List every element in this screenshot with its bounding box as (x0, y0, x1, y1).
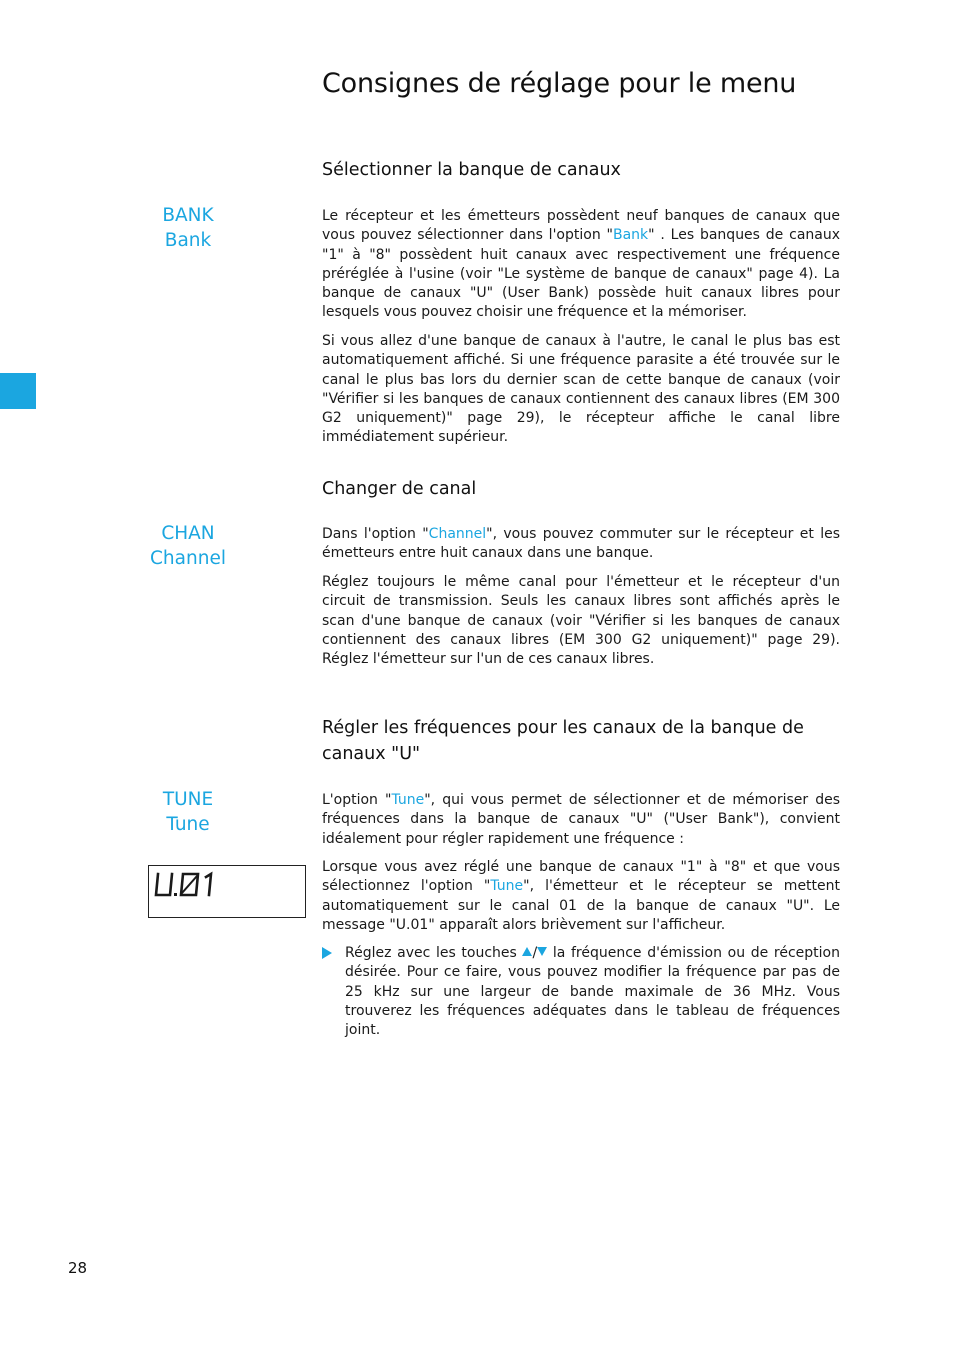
text-run: la fréquence d'émission ou de réception désirée. Pour ce faire, vous pouvez modifier la fréquence par pas de 25 kHz sur une largeur de bande maximale de 36 MHz. Vous trouverez les fréquences adéquates dans le tableau de fréquences joint. (345, 945, 840, 1039)
option-name: Bank (612, 227, 649, 244)
section-heading-tune: Régler les fréquences pour les canaux de la banque de canaux "U" (322, 718, 804, 764)
text-run: L'option " (322, 792, 392, 808)
lcd-display (148, 865, 306, 918)
lcd-segment-readout (153, 869, 223, 901)
text-run: Le récepteur et les émetteurs possèdent neuf banques de canaux que vous pouvez sélectionner dans l'option " (322, 208, 840, 244)
instruction-bullet (322, 944, 840, 1040)
page-title: Consignes de réglage pour le menu (322, 68, 797, 99)
paragraph: Si vous allez d'une banque de canaux à l'autre, le canal le plus bas est automatiquement affiché. Si une fréquence parasite a été trouvée sur le canal le plus bas lors du dernier scan de cette banque de canaux (voir "Vérifier si les banques de canaux contiennent des canaux libres (EM 300 G2 uniquement)" page 29), le récepteur affiche le canal libre immédiatement supérieur. (322, 333, 840, 446)
menu-label-bank (128, 203, 248, 253)
paragraph (322, 207, 840, 323)
paragraph (322, 791, 840, 849)
menu-name: Channel (150, 548, 226, 569)
text-run: Réglez avec les touches (345, 945, 523, 961)
option-name: Channel (428, 526, 487, 542)
section-heading-channel: Changer de canal (322, 479, 477, 499)
text-run: Dans l'option " (322, 526, 429, 542)
down-button-icon (537, 947, 547, 956)
section-heading-bank: Sélectionner la banque de canaux (322, 160, 621, 180)
text-run: Lorsque vous avez réglé une banque de canaux "1" à "8" et que vous sélectionnez l'option " (322, 859, 840, 895)
text-run: / (532, 945, 538, 961)
menu-label-chan (128, 521, 248, 571)
menu-label-tune (128, 787, 248, 837)
text-run: ", qui vous permet de sélectionner et de mémoriser des fréquences dans la banque de canaux "U" ("User Bank"), convient idéalement pour régler rapidement une fréquence : (322, 792, 841, 847)
chapter-tab-marker (0, 373, 36, 409)
arrow-right-icon (322, 947, 332, 959)
menu-code: CHAN (161, 523, 215, 544)
up-button-icon (522, 947, 532, 956)
instruction-text (345, 944, 840, 1040)
text-run: ", vous pouvez commuter sur le récepteur et les émetteurs entre huit canaux dans une banque. (322, 526, 840, 562)
paragraph (322, 858, 840, 935)
option-name: Tune (391, 792, 425, 808)
page-number: 28 (68, 1259, 88, 1277)
text-run: " . Les banques de canaux "1" à "8" possèdent huit canaux avec respectivement une fréquence préréglée à l'usine (voir "Le système de banque de canaux" page 4). La banque de canaux "U" (User Bank) possède huit canaux libres pour lesquels vous pouvez choisir une fréquence et la mémoriser. (322, 227, 841, 321)
menu-code: TUNE (162, 789, 214, 810)
text-run: ", l'émetteur et le récepteur se mettent automatiquement sur le canal 01 de la banque de canaux "U". Le message "U.01" apparaît alors brièvement sur l'afficheur. (322, 878, 841, 933)
paragraph (322, 525, 840, 564)
option-name: Tune (490, 878, 524, 895)
paragraph: Réglez toujours le même canal pour l'émetteur et le récepteur d'un circuit de transmission. Seuls les canaux libres sont affichés après le scan d'une banque de canaux (voir "Vérifier si les banques de canaux contiennent des canaux libres (EM 300 G2 uniquement)" page 29). Réglez l'émetteur sur l'un de ces canaux libres. (322, 574, 840, 668)
menu-code: BANK (162, 205, 214, 226)
menu-name: Bank (164, 230, 212, 251)
menu-name: Tune (166, 814, 210, 835)
